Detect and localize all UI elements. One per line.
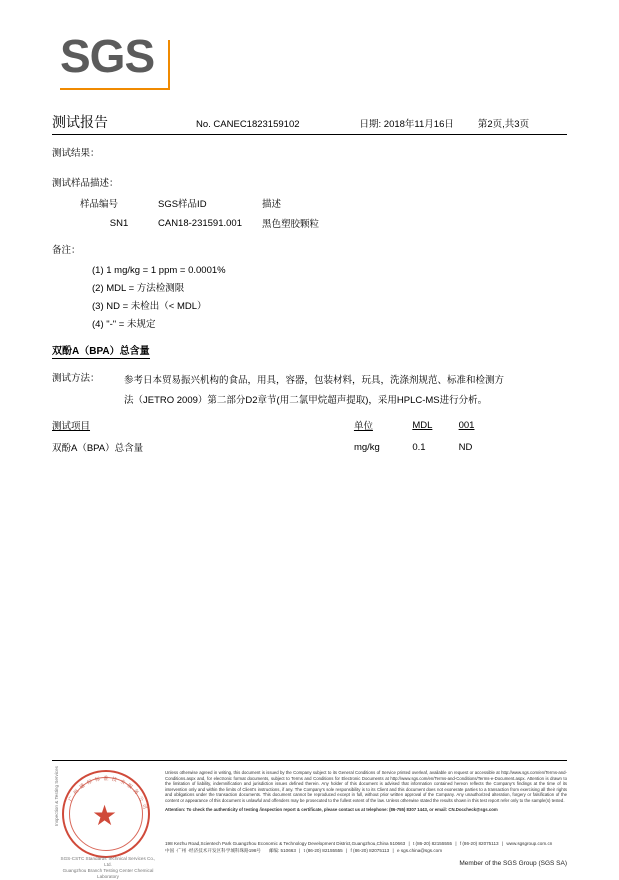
seal-side-caption: Inspection & Testing Services [54, 766, 59, 826]
list-item: (1) 1 mg/kg = 1 ppm = 0.0001% [92, 265, 226, 276]
address-web[interactable]: www.sgsgroup.com.cn [506, 841, 553, 846]
results-sample-001-value: ND [458, 441, 473, 453]
table-row [52, 434, 519, 454]
report-date: 日期: 2018年11月16日 [359, 119, 454, 130]
remark-list [92, 262, 226, 334]
logo-vertical-rule [168, 40, 170, 90]
logo-underline [60, 88, 168, 90]
address-row-cn: 中国 ·广州 ·经济技术开发区科学城科珠路198号 邮编: 510663 | t (86-20) 82155555 | f (86-20) 82075113 | e sgs.china@sgs.com [165, 848, 443, 853]
results-col-unit: 单位 [353, 421, 373, 432]
section-heading-bpa: 双酚A（BPA）总含量 [52, 342, 150, 359]
results-table [52, 418, 519, 454]
results-item-value: 双酚A（BPA）总含量 [52, 443, 144, 454]
results-table-header-row [52, 418, 519, 434]
test-method-text [124, 371, 544, 411]
method-line-1: 参考日本贸易振兴机构的食品，用具，容器，包装材料，玩具，洗涤剂规范、标准和检测方 [124, 375, 505, 386]
address-tel: t (86-20) 82155555 [412, 841, 453, 846]
sample-description-value: 黑色塑胶颗粒 [262, 219, 320, 230]
method-line-2: 法（JETRO 2009）第二部分D2章节(用二氯甲烷超声提取)，采用HPLC-MS进行分析。 [124, 395, 488, 406]
address-fax: f (86-20) 82075113 [459, 841, 499, 846]
address-cn-fax: f (86-20) 82075113 [350, 848, 390, 853]
list-item: (4) "-" = 未规定 [92, 319, 156, 330]
member-notice: Member of the SGS Group (SGS SA) [459, 860, 567, 867]
sample-number-value: SN1 [109, 217, 129, 229]
address-en: 198 Kezhu Road,Scientech Park Guangzhou Economic & Technology Development District,Guangzhou,China 510663 [165, 841, 406, 846]
test-results-label: 测试结果： [52, 148, 100, 159]
table-row [80, 216, 402, 230]
sample-col-sgsid: SGS样品ID [158, 199, 207, 210]
sample-table-header-row [80, 196, 402, 216]
results-unit-value: mg/kg [353, 441, 380, 453]
company-seal-stamp [54, 766, 156, 879]
footer-address-block [165, 840, 567, 854]
header-divider [52, 134, 567, 135]
address-row-en: 198 Kezhu Road,Scientech Park Guangzhou Economic & Technology Development District,Guangzhou,China 510663 | t (86-20) 82155555 | f (86-20) 82075113 | www.sgsgroup.com.cn [165, 841, 553, 846]
sgs-logo [60, 32, 180, 90]
address-cn-tel: t (86-20) 82155555 [303, 848, 343, 853]
seal-arc-text: 广 州 通 标 标 准 技 术 服 务 公 司 [67, 776, 148, 810]
list-item: (3) ND = 未检出（< MDL） [92, 301, 207, 312]
sample-sgsid-value: CAN18-231591.001 [158, 217, 242, 229]
sample-col-number: 样品编号 [80, 199, 119, 210]
address-cn-email[interactable]: e sgs.china@sgs.com [397, 848, 443, 853]
legal-disclaimer [165, 770, 567, 812]
list-item: (2) MDL = 方法检测限 [92, 283, 185, 294]
sample-col-description: 描述 [262, 199, 282, 210]
address-cn-zip: 邮编: 510663 [268, 848, 296, 853]
seal-caption-line-2: SGS-CSTC Standards Technical Services Co., Ltd. [60, 856, 156, 867]
sample-table [80, 196, 402, 230]
page-title: 测试报告 [52, 114, 108, 130]
test-method-label: 测试方法： [52, 373, 100, 384]
sgs-logo-text: SGS [60, 30, 155, 82]
footer-divider [52, 760, 567, 761]
address-cn: 中国 ·广州 ·经济技术开发区科学城科珠路198号 [165, 848, 261, 853]
report-header-row [52, 112, 567, 132]
results-col-mdl: MDL [412, 419, 433, 431]
page-indicator: 第2页,共3页 [477, 119, 530, 130]
report-number: No. CANEC1823159102 [196, 119, 300, 130]
sample-description-label: 测试样品描述： [52, 178, 119, 189]
results-mdl-value: 0.1 [412, 441, 426, 453]
results-col-sample-001: 001 [458, 419, 475, 431]
seal-caption [60, 856, 156, 880]
results-col-item: 测试项目 [52, 421, 91, 432]
remark-label: 备注： [52, 245, 81, 256]
seal-caption-line-3: Guangzhou Branch Testing Center Chemical Laboratory [62, 868, 154, 879]
verification-notice: Attention: To check the authenticity of testing /inspection report & certificate, please contact us at telephone: (86-755) 8307 1443, or email: CN.Doccheck@sgs.com [165, 806, 498, 812]
legal-paragraph-text: Unless otherwise agreed in writing, this document is issued by the Company subject to its General Conditions of Service printed overleaf, available on request or accessible at http://www.sgs.com/en/Terms-and-Conditions.aspx and, for electronic format documents, subject to Terms and Conditions for Electronic Documents at http://www.sgs.com/en/Terms-and-Conditions/Terms-e-Document.aspx. Attention is drawn to the limitation of liability, indemnification and jurisdiction issues defined therein. Any holder of this document is advised that information contained hereon reflects the Company's findings at the time of its intervention only and within the limits of Client's instructions, if any. The Company's sole responsibility is to its Client and this document does not exonerate parties to a transaction from exercising all their rights and obligations under the transaction documents. This document cannot be reproduced except in full, without prior written approval of the Company. Any unauthorized alteration, forgery or falsification of the content or appearance of this document is unlawful and offenders may be prosecuted to the fullest extent of the law. Unless otherwise stated the results shown in this test report refer only to the sample(s) tested. [165, 770, 567, 803]
seal-star-icon: ★ [92, 800, 118, 831]
